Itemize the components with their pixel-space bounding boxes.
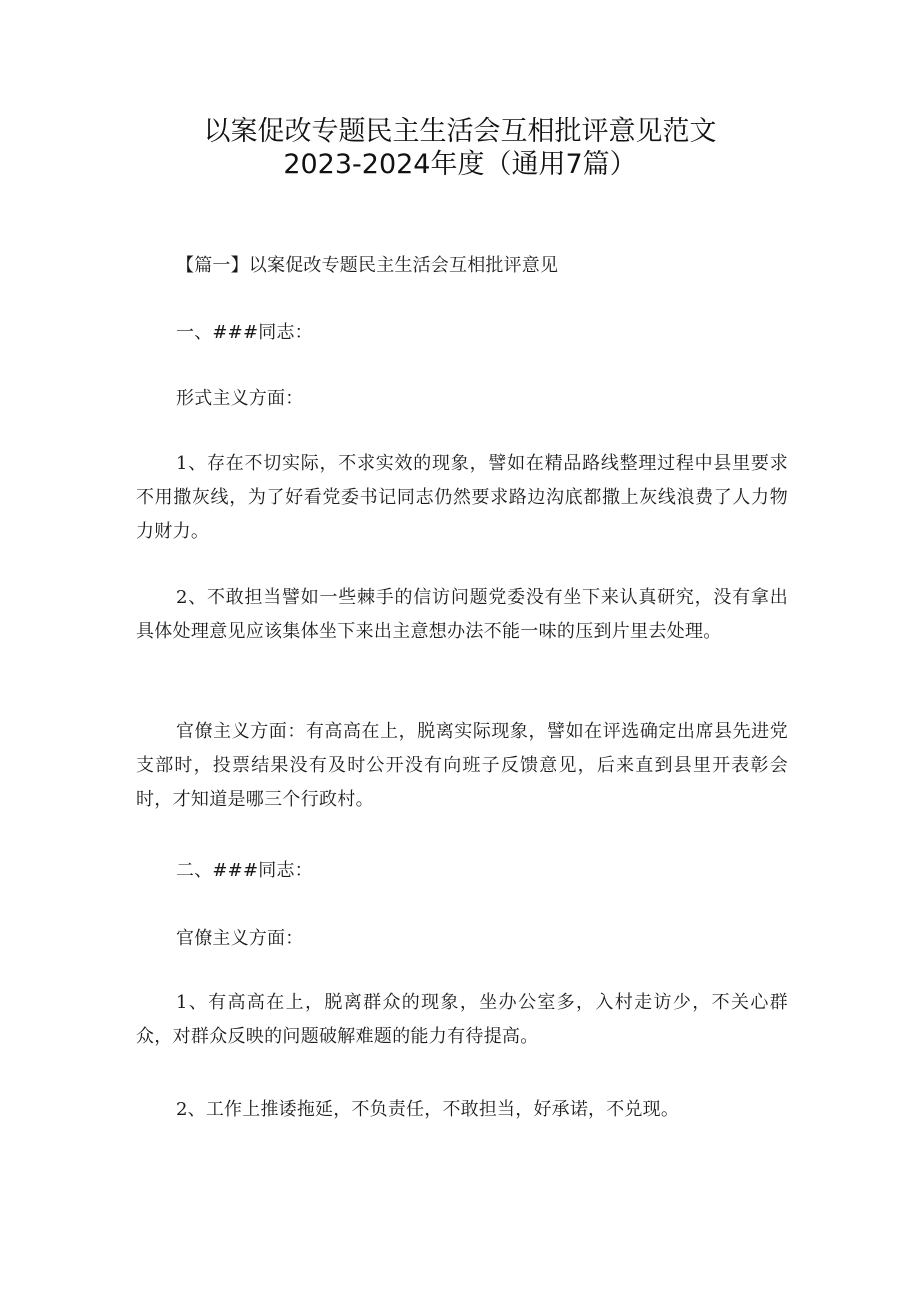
bureaucratism-item-2: 2、工作上推诿拖延，不负责任，不敢担当，好承诺，不兑现。 — [176, 1099, 680, 1120]
document-title-line1: 以案促改专题民主生活会互相批评意见范文 — [203, 116, 717, 147]
comrade-heading-2: 二、###同志： — [176, 860, 313, 881]
comrade-heading-1: 一、###同志： — [176, 322, 313, 343]
formalism-item-1: 1、存在不切实际，不求实效的现象，譬如在精品路线整理过程中县里要求不用撒灰线，为了好看党委书记同志仍然要求路边沟底都撒上灰线浪费了人力物力财力。 — [136, 453, 788, 542]
bureaucratism-item-1: 1、有高高在上，脱离群众的现象，坐办公室多，入村走访少，不关心群众，对群众反映的问题破解难题的能力有待提高。 — [136, 992, 788, 1047]
formalism-heading: 形式主义方面： — [176, 388, 304, 409]
bureaucratism-heading: 官僚主义方面： — [176, 928, 304, 949]
section-heading: 【篇一】以案促改专题民主生活会互相批评意见 — [176, 255, 559, 276]
formalism-item-2: 2、不敢担当譬如一些棘手的信访问题党委没有坐下来认真研究，没有拿出具体处理意见应该集体坐下来出主意想办法不能一味的压到片里去处理。 — [136, 587, 788, 642]
document-title-line2: 2023-2024年度（通用7篇） — [283, 149, 637, 180]
bureaucratism-paragraph: 官僚主义方面：有高高在上，脱离实际现象，譬如在评选确定出席县先进党支部时，投票结果没有及时公开没有向班子反馈意见，后来直到县里开表彰会时，才知道是哪三个行政村。 — [136, 721, 788, 810]
